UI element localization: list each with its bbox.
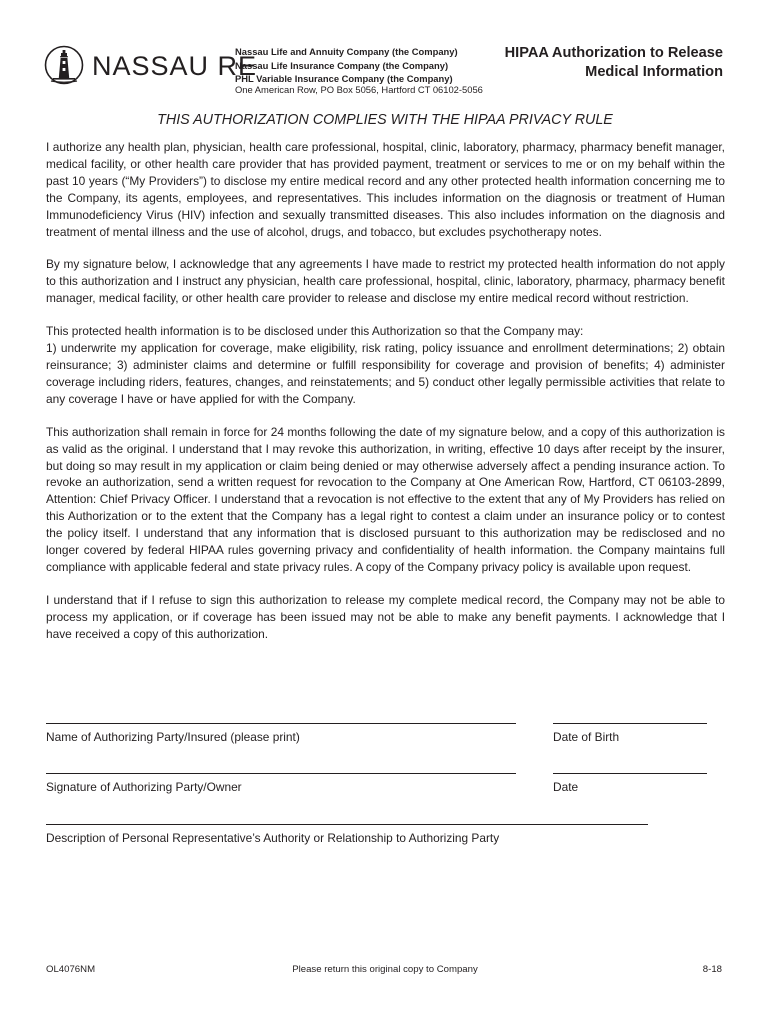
return-note: Please return this original copy to Company [292, 964, 478, 975]
form-title [505, 44, 723, 82]
representative-label: Description of Personal Representative’s Authority or Relationship to Authorizing Party [46, 831, 500, 845]
dob-label: Date of Birth [553, 730, 620, 744]
purpose-list: 1) underwrite my application for coverage, make eligibility, risk rating, policy issuance and enrollment determinations; 2) obtain reinsurance; 3) administer claims and determine or fulfill responsibility for coverage and provision of benefits; 4) administer coverage including riders, features, changes, and reinstatements; and 5) conduct other legally permissible activities that relate to any coverage I have or have applied for with the Company. [46, 341, 725, 406]
date-line[interactable] [553, 762, 707, 774]
dob-field[interactable] [553, 712, 707, 744]
authorization-paragraph: I authorize any health plan, physician, health care professional, hospital, clinic, laboratory, pharmacy, pharmacy benefit manager, medical facility, or other health care provider that has provided payment, treatment or services to me or on my behalf within the past 10 years (“My Providers”) to disclose my entire medical record and any other protected health information concerning me to the Company, its agents, employees, and representatives. This includes information on the diagnosis or treatment of Human Immunodeficiency Virus (HIV) infection and sexually transmitted diseases. This also includes information on the diagnosis and treatment of mental illness and the use of alcohol, drugs, and tobacco, but excludes psychotherapy notes. [46, 140, 725, 239]
date-field[interactable] [553, 762, 707, 794]
form-title-line: HIPAA Authorization to Release [504, 45, 723, 61]
purpose-intro: This protected health information is to be disclosed under this Authorization so that the Company may: [46, 324, 584, 339]
signature-label: Signature of Authorizing Party/Owner [46, 780, 242, 794]
name-label: Name of Authorizing Party/Insured (please print) [46, 730, 300, 744]
form-title-line: Medical Information [585, 64, 723, 80]
name-signature-line[interactable] [46, 712, 516, 724]
form-number: OL4076NM [46, 964, 96, 975]
company-name: PHL Variable Insurance Company (the Company) [235, 73, 453, 84]
signature-field[interactable] [46, 762, 516, 794]
representative-line[interactable] [46, 813, 648, 825]
form-version: 8-18 [702, 964, 722, 975]
company-name: Nassau Life and Annuity Company (the Company) [235, 46, 458, 57]
name-field[interactable] [46, 712, 516, 744]
company-name: Nassau Life Insurance Company (the Company) [235, 59, 449, 71]
logo-wordmark: NASSAU RE [92, 51, 258, 81]
lighthouse-icon [44, 43, 84, 87]
dob-line[interactable] [553, 712, 707, 724]
compliance-heading: THIS AUTHORIZATION COMPLIES WITH THE HIPAA PRIVACY RULE [157, 112, 613, 128]
company-list [235, 45, 458, 86]
signature-line[interactable] [46, 762, 516, 774]
date-label: Date [553, 780, 579, 794]
acknowledgement-paragraph: By my signature below, I acknowledge that any agreements I have made to restrict my protected health information do not apply to this authorization and I instruct any physician, health care professional, hospital, clinic, laboratory, pharmacy, pharmacy benefit manager, medical facility, or other health care provider to release and disclose my entire medical record without restriction. [46, 257, 725, 306]
authorization-body [46, 139, 725, 659]
nassau-re-logo [44, 43, 258, 91]
duration-revocation-paragraph: This authorization shall remain in force for 24 months following the date of my signature below, and a copy of this authorization is as valid as the original. I understand that I may revoke this authorization, in writing, effective 10 days after receipt by the insurer, but doing so may result in my application or claim being denied or may otherwise adversely affect a pending insurance action. To revoke an authorization, send a written request for revocation to the Company at One American Row, Hartford, CT 06103-2899, Attention: Chief Privacy Officer. I understand that a revocation is not effective to the extent that any of My Providers has relied on this Authorization or to the extent that the Company has a legal right to contest a claim under an insurance policy or to contest the policy itself. I understand that any information that is disclosed pursuant to this authorization may be redisclosed and no longer covered by federal HIPAA rules governing privacy and confidentiality of health information. the Company maintains full compliance with applicable federal and state privacy rules. A copy of the Company privacy policy is available upon request. [46, 424, 725, 574]
representative-field[interactable] [46, 813, 648, 845]
refusal-paragraph: I understand that if I refuse to sign this authorization to release my complete medical record, the Company may not be able to process my application, or if coverage has been issued may not be able to make any benefit payments. I acknowledge that I have received a copy of this authorization. [46, 592, 725, 641]
company-address: One American Row, PO Box 5056, Hartford CT 06102-5056 [235, 84, 483, 95]
